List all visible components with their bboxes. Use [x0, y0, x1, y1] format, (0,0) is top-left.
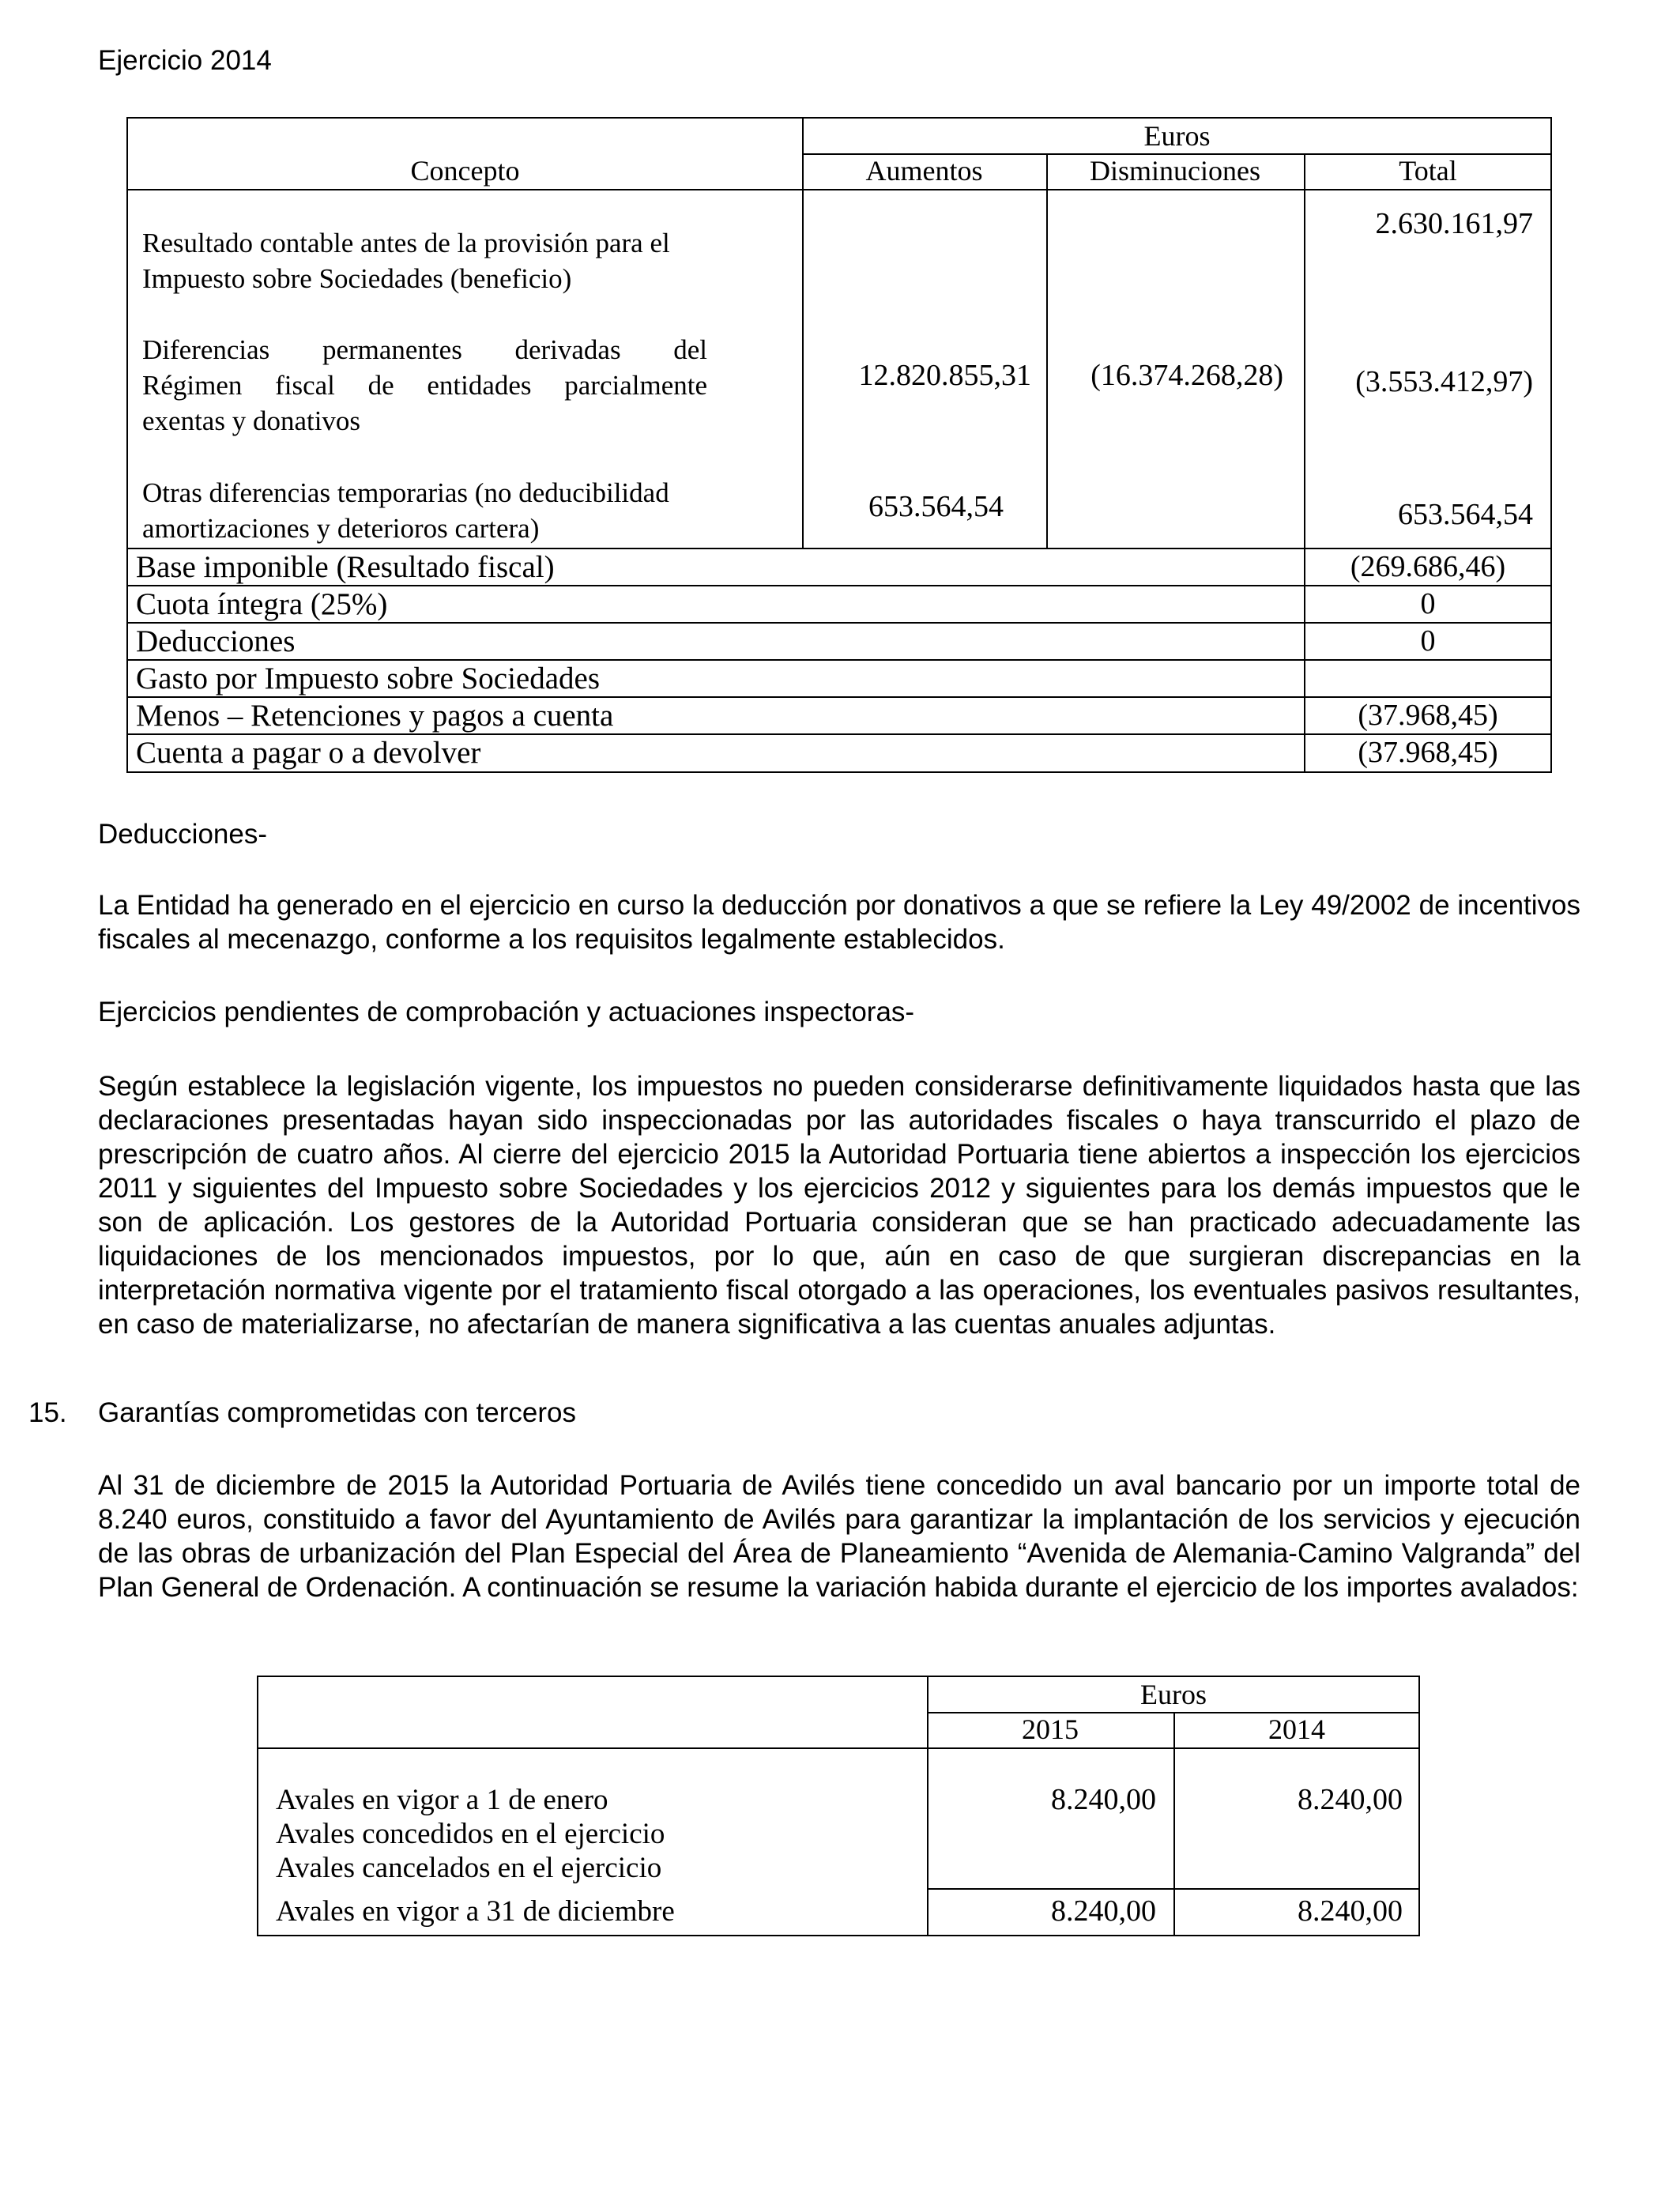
row-concept-line: exentas y donativos [142, 405, 361, 436]
summary-total: 0 [1420, 587, 1436, 620]
row-total-value: 2.630.161,97 [1375, 207, 1533, 240]
row-increases-value: 12.820.855,31 [858, 359, 1031, 392]
row-concept-line: Impuesto sobre Sociedades (beneficio) [142, 263, 572, 294]
row-decreases-value: (16.374.268,28) [1090, 359, 1283, 392]
summary-label: Cuenta a pagar o a devolver [136, 736, 481, 770]
summary-total: (37.968,45) [1358, 736, 1498, 769]
section-title: Ejercicio 2014 [98, 45, 272, 76]
deductions-paragraph: La Entidad ha generado en el ejercicio en curso la deducción por donativos a que se refiere la Ley 49/2002 de incentivos fiscales al mecenazgo, conforme a los requisitos legalmente establecidos. [98, 890, 1580, 955]
guarantees-table [257, 1676, 1420, 1936]
guarantee-row-label: Avales concedidos en el ejercicio [276, 1818, 665, 1850]
col-header-decreases: Disminuciones [1090, 155, 1260, 187]
summary-total: (269.686,46) [1350, 550, 1506, 583]
euros-header: Euros [1143, 120, 1211, 152]
summary-label: Cuota íntegra (25%) [136, 587, 388, 621]
section-heading: Garantías comprometidas con terceros [98, 1397, 576, 1428]
guarantee-total-2014: 8.240,00 [1298, 1894, 1403, 1928]
row-concept-line: amortizaciones y deterioros cartera) [142, 513, 540, 544]
row-concept-line: Resultado contable antes de la provisión para el [142, 228, 670, 258]
summary-label: Menos – Retenciones y pagos a cuenta [136, 699, 614, 733]
euros-header: Euros [1140, 1679, 1207, 1710]
row-total-value: 653.564,54 [1398, 498, 1533, 531]
col-header-2015: 2015 [1022, 1713, 1079, 1745]
guarantee-row-label: Avales en vigor a 1 de enero [276, 1784, 608, 1816]
inspection-paragraph: Según establece la legislación vigente, los impuestos no pueden considerarse definitivamente liquidados hasta que las declaraciones presentadas hayan sido inspeccionadas por las autoridades fiscales o haya transcurrido el plazo de prescripción de cuatro años. Al cierre del ejercicio 2015 la Autoridad Portuaria tiene abiertos a inspección los ejercicios 2011 y siguientes del Impuesto sobre Sociedades y los ejercicios 2012 y siguientes para los demás impuestos que le son de aplicación. Los gestores de la Autoridad Portuaria consideran que se han practicado adecuadamente las liquidaciones de los mencionados impuestos, por lo que, aún en caso de que surgieran discrepancias en la interpretación normativa vigente por el tratamiento fiscal otorgado a las operaciones, los eventuales pasivos resultantes, en caso de materializarse, no afectarían de manera significativa a las cuentas anuales adjuntas. [98, 1071, 1580, 1340]
guarantee-row-2015: 8.240,00 [1051, 1783, 1156, 1816]
inspection-heading: Ejercicios pendientes de comprobación y actuaciones inspectoras- [98, 997, 915, 1027]
row-concept-line: Diferencias permanentes derivadas del [142, 334, 707, 365]
row-concept-line: Régimen fiscal de entidades parcialmente [142, 370, 707, 401]
guarantee-total-label: Avales en vigor a 31 de diciembre [276, 1895, 675, 1928]
summary-total: (37.968,45) [1358, 699, 1498, 732]
summary-label: Gasto por Impuesto sobre Sociedades [136, 662, 601, 696]
guarantee-row-2014: 8.240,00 [1298, 1783, 1403, 1816]
guarantee-total-2015: 8.240,00 [1051, 1894, 1156, 1928]
col-header-2014: 2014 [1268, 1713, 1325, 1745]
summary-label: Base imponible (Resultado fiscal) [136, 550, 555, 584]
row-concept-line: Otras diferencias temporarias (no deducibilidad [142, 477, 669, 508]
summary-label: Deducciones [136, 624, 296, 658]
deductions-heading: Deducciones- [98, 819, 267, 850]
guarantees-paragraph: Al 31 de diciembre de 2015 la Autoridad Portuaria de Avilés tiene concedido un aval bancario por un importe total de 8.240 euros, constituido a favor del Ayuntamiento de Avilés para garantizar la implantación de los servicios y ejecución de las obras de urbanización del Plan Especial del Área de Planeamiento “Avenida de Alemania-Camino Valgranda” del Plan General de Ordenación. A continuación se resume la variación habida durante el ejercicio de los importes avalados: [98, 1470, 1580, 1603]
col-header-increases: Aumentos [865, 155, 983, 187]
row-total-value: (3.553.412,97) [1355, 365, 1533, 398]
tax-reconciliation-table [126, 117, 1552, 773]
col-header-total: Total [1399, 155, 1457, 187]
row-increases-value: 653.564,54 [868, 490, 1004, 523]
guarantee-row-label: Avales cancelados en el ejercicio [276, 1852, 662, 1884]
summary-total: 0 [1420, 624, 1436, 658]
col-header-concept: Concepto [410, 155, 520, 187]
section-number: 15. [28, 1397, 67, 1428]
